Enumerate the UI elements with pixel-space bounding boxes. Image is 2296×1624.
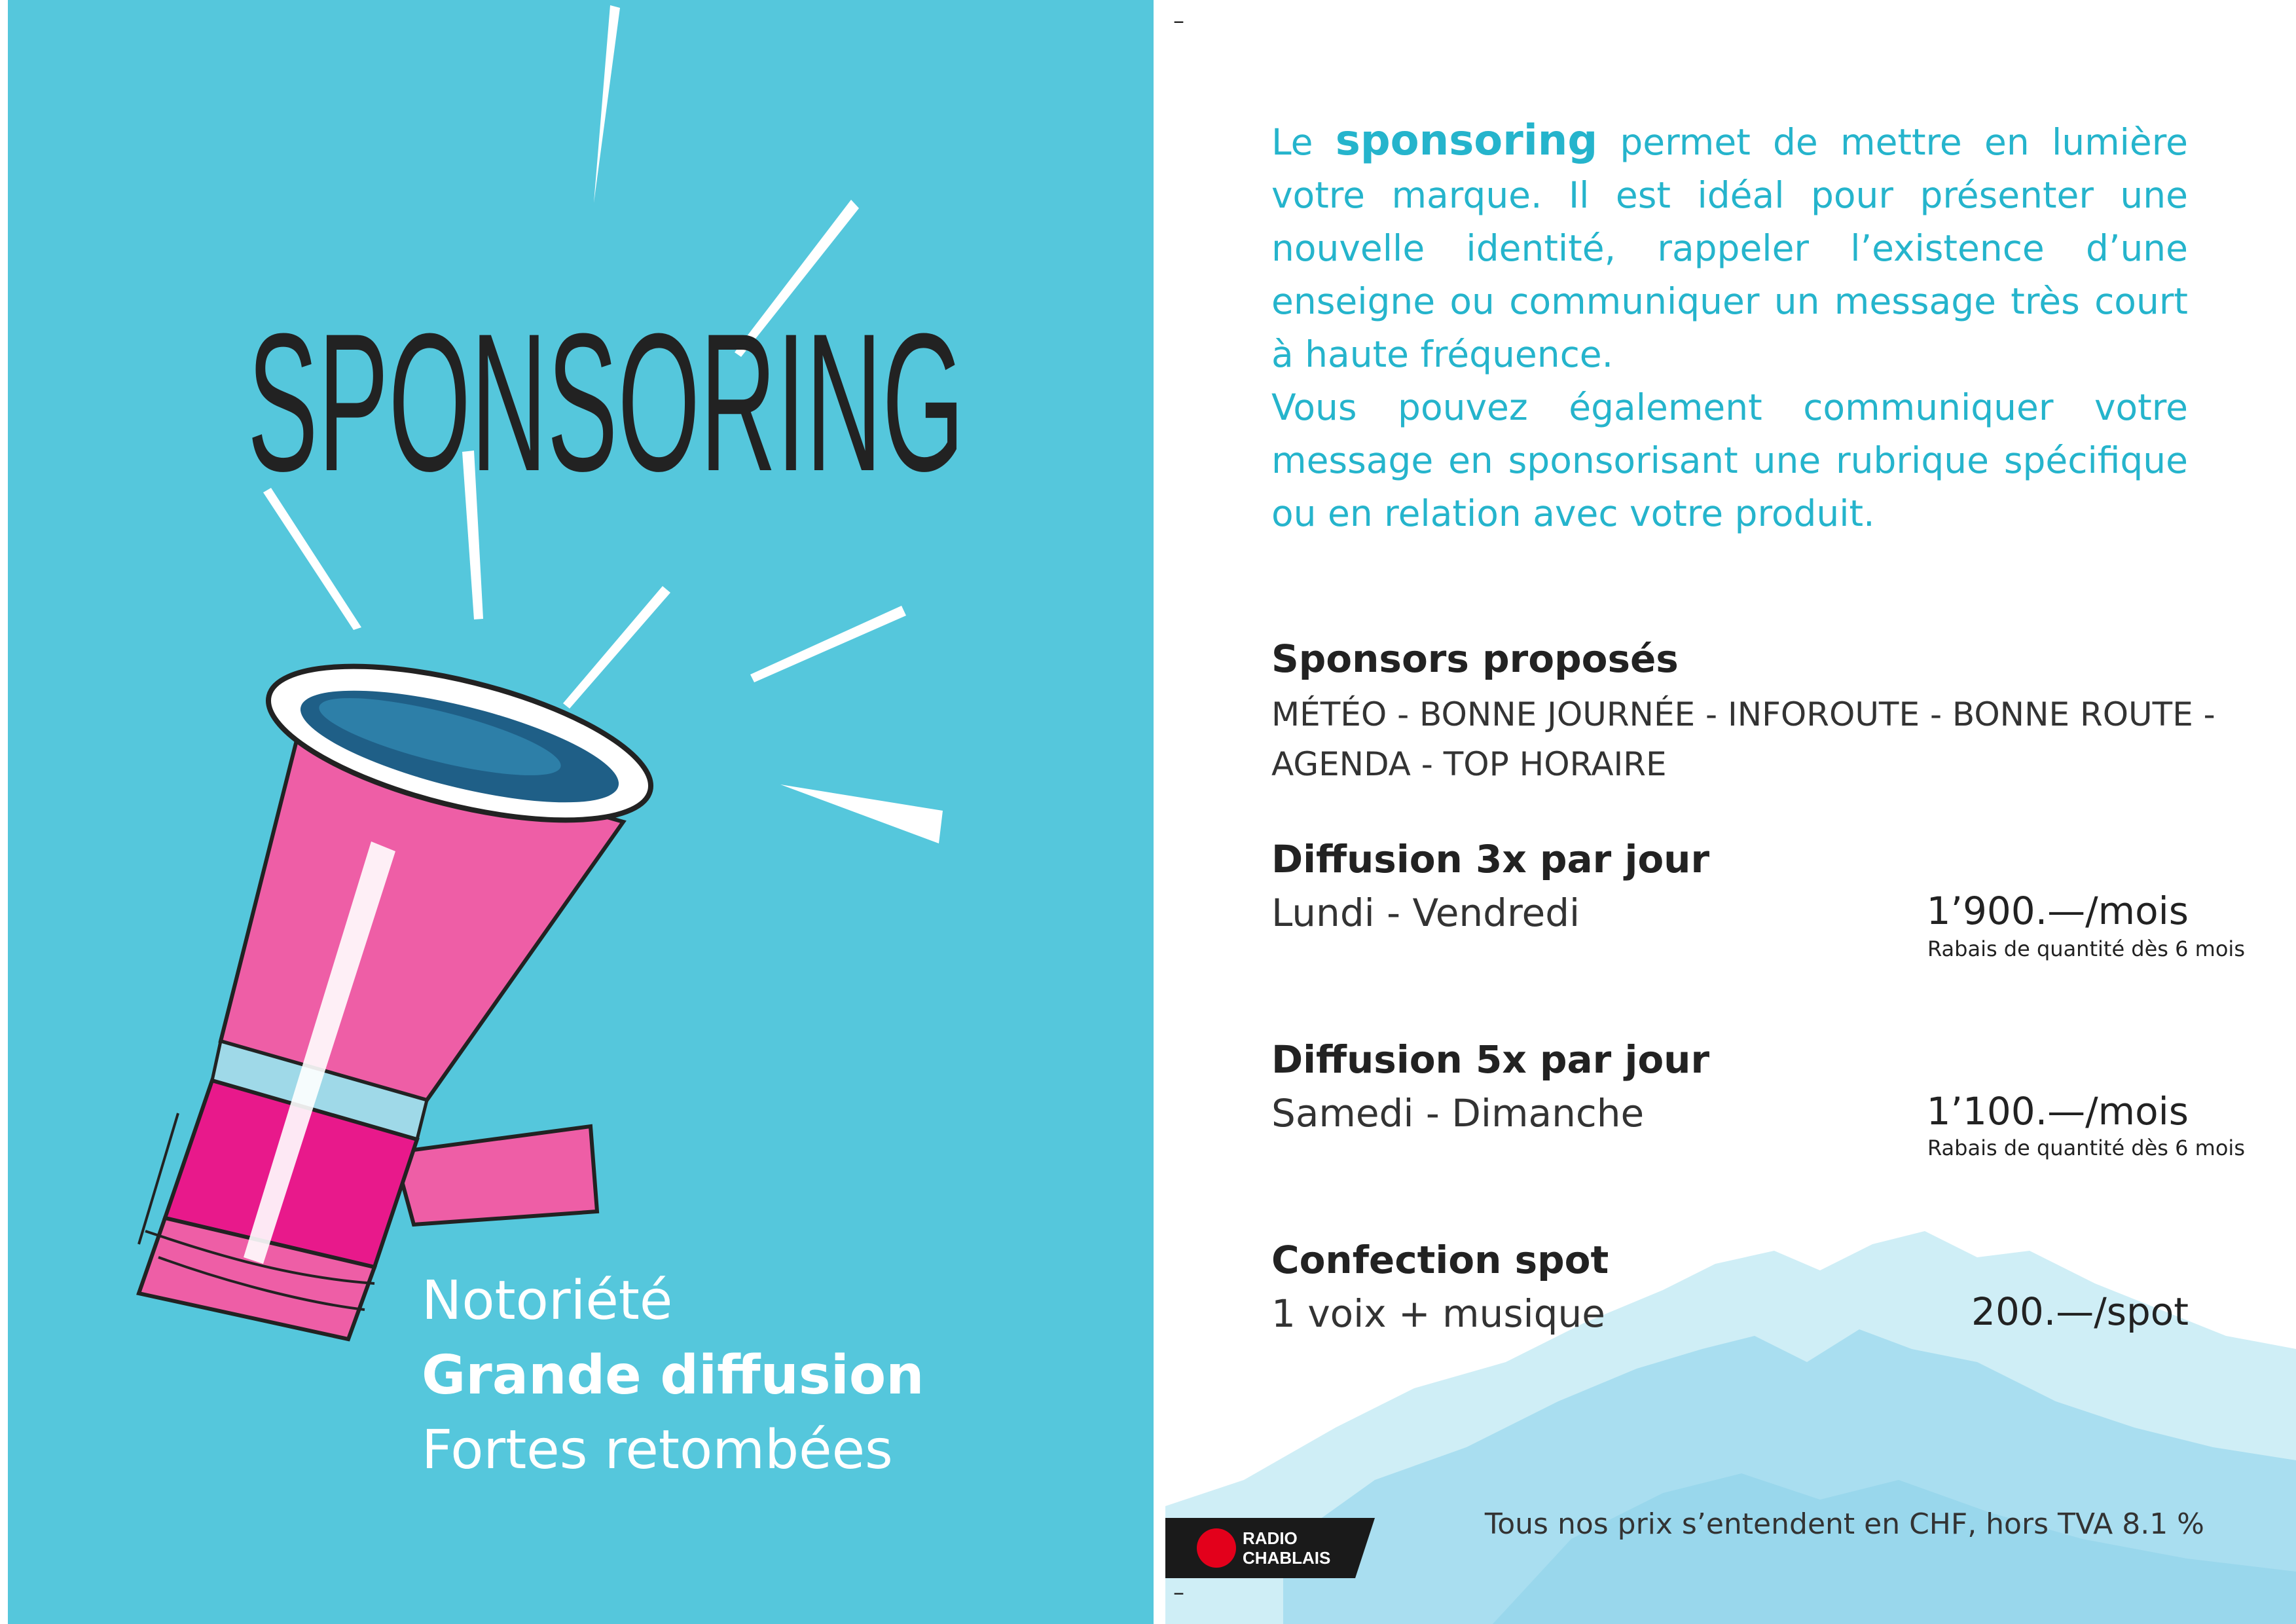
slogan-notoriete: Notoriété [422,1270,673,1332]
sponsors-list-line-1: MÉTÉO - BONNE JOURNÉE - INFOROUTE - BONNE ROUTE - [1271,695,2215,733]
logo-line-2: CHABLAIS [1243,1548,1331,1568]
intro-paragraph-1 [1271,115,2188,381]
offer-2-heading: Diffusion 5x par jour [1271,1037,1710,1082]
logo-line-1: RADIO [1243,1528,1298,1548]
offer-2-discount-note: Rabais de quantité dès 6 mois [1927,1135,2245,1160]
offer-1-heading: Diffusion 3x par jour [1271,837,1710,881]
logo-text [1243,1528,1330,1568]
megaphone [139,635,665,1339]
logo-red-dot-icon [1197,1528,1236,1568]
poster-title [244,314,970,498]
radio-chablais-logo [1165,1518,1375,1578]
sponsors-heading: Sponsors proposés [1271,637,1679,681]
offer-1-days: Lundi - Vendredi [1271,891,1580,935]
slogan-fortes-retombees: Fortes retombées [422,1419,893,1481]
intro-rest: permet de mettre en lumière votre marque. Il est idéal pour présenter une nouvelle identité, rappeler l’existence d’une enseigne ou communiquer un message très court à haute fréquence. [1271,121,2189,375]
slogan-list [422,1264,924,1488]
offer-1-discount-note: Rabais de quantité dès 6 mois [1927,936,2245,961]
intro-text [1271,115,2188,540]
intro-lead: Le [1271,121,1313,163]
offer-2-days: Samedi - Dimanche [1271,1091,1645,1135]
offer-3-days: 1 voix + musique [1271,1291,1605,1336]
offer-3-price: 200.—/spot [1971,1289,2189,1334]
price-disclaimer: Tous nos prix s’entendent en CHF, hors TVA 8.1 % [1484,1507,2204,1541]
intro-paragraph-2: Vous pouvez également communiquer votre message en sponsorisant une rubrique spécifique ou en relation avec votre produit. [1271,386,2188,534]
offer-2-price: 1’100.—/mois [1926,1089,2189,1134]
slogan-grande-diffusion: Grande diffusion [422,1344,924,1407]
poster-title-text: SPONSORING [247,314,964,498]
content-panel [1165,0,2296,1624]
intro-highlight: sponsoring [1335,117,1598,165]
crop-mark-bottom: – [1173,1579,1184,1606]
sponsors-list-line-2: AGENDA - TOP HORAIRE [1271,745,1667,783]
offer-1-price: 1’900.—/mois [1926,889,2189,933]
offer-3-heading: Confection spot [1271,1238,1609,1282]
poster-panel [8,0,1154,1624]
crop-mark-top: – [1173,8,1184,34]
